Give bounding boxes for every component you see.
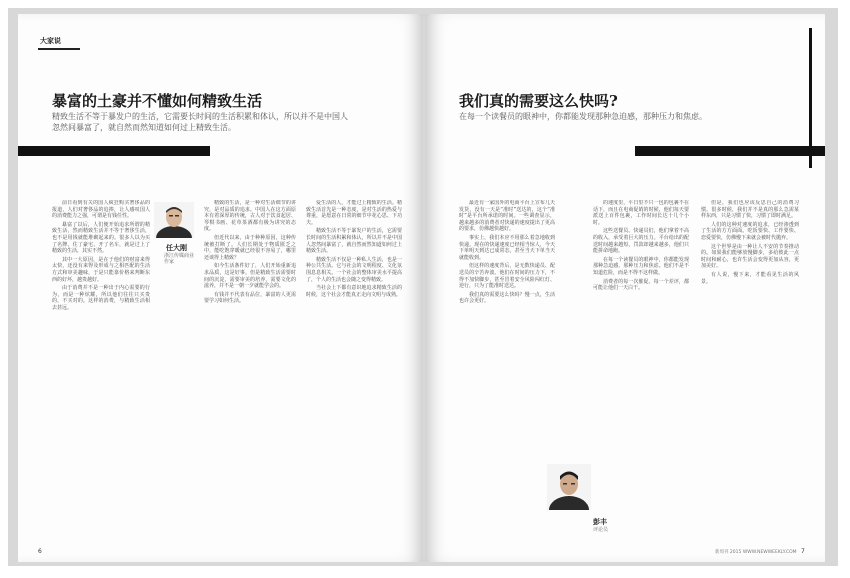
left-article-title: 暴富的土豪并不懂如何精致生活 [52,92,263,110]
paragraph: 精致生活不等于暴发户的生活，它需要长时间的生活积累和体认，所以并不是中国人忽然间暴富了，就自然而然知道如何过上精致生活。 [306,228,402,255]
paragraph: 我们真的需要这么快吗？慢一点，生活也许会更好。 [459,291,555,305]
section-rule [38,48,80,50]
right-page [425,14,825,562]
paragraph: 由于消费并不是一种出于内心需要的行为，而是一种炫耀，所以他们往往只买贵的，不买对的。这样的消费，与精致生活相去甚远。 [52,285,150,311]
right-article-title: 我们真的需要这么快吗? [459,92,618,110]
paragraph: 有人说，慢下来，才能看见生活的风景。 [701,271,799,285]
left-title-bar [18,146,210,156]
paragraph: 消费者的每一次催促、每一个差评，都可能让他们一天白干。 [593,278,689,292]
paragraph: 精致的生活，是一种对生活细节的讲究，是对品质的追求。中国人在这方面原本有着深厚的传统，古人对于饮食起居、琴棋书画、花草茶酒都有极为讲究的态度。 [204,200,296,233]
magazine-spread [8,8,838,566]
paragraph: 这个世界是由一种让人不安的节奏推动的。如果我们能够放慢脚步，多给彼此一点时间和耐心，也许生活会变得更加从容，更加美好。 [701,243,799,270]
paragraph: 爱生活的人，才能过上精致的生活。精致生活首先是一种态度，是对生活的热爱与尊重，是愿意在日常的细节中花心思、下功夫。 [306,200,402,226]
right-title-bar [635,146,825,156]
paragraph: 其中一大原因，是在于他们的财富来得太快，还没有来得及形成与之相匹配的生活方式和审美趣味，于是只能靠价格来判断东西的好坏，越贵越好。 [52,256,150,283]
right-column-2 [593,200,689,530]
paragraph: 有钱并不代表有品位，暴富的人更需要学习如何生活。 [204,291,296,305]
paragraph: 这些送餐员、快递员们，他们拿着不高的收入，承受着巨大的压力。平台给出的配送时间越来越短，罚款却越来越多，他们只能拼命地跑。 [593,228,689,255]
paragraph: 最近有一家国外的电商平台上宣布几天发货，没有一天是“准时”送达的，这个“准时”是平台所承诺的时间。一些调查显示，越来越多的消费者对快递的速度提出了更高的要求，仿佛越快越好。 [459,200,555,233]
left-deck-line-1: 精致生活不等于暴发户的生活，它需要长时间的生活积累和体认，所以并不是中国人 [52,112,348,121]
paragraph: 精致生活不仅是一种私人生活，也是一种公共生活。它与社会的文明程度、文化氛围息息相关。一个社会的整体审美水平提高了，个人的生活也会随之变得精致。 [306,256,402,283]
paragraph: 在每一个读餐员的眼神中，你都能发现那种急迫感，那种压力和焦虑。他们不是不知道危险，而是不得不这样做。 [593,256,689,276]
section-label: 大家说 [40,37,61,45]
paragraph: 当社会上下都有意识地追求精致生活的时候，这个社会才能真正走向文明与成熟。 [306,285,402,298]
left-author-role-line-1: 浙江传媒商业 [164,253,195,259]
right-column-3 [701,200,799,530]
right-page-number: 7 [801,548,805,555]
left-column-2 [204,200,296,530]
paragraph: 人们的这种对速度的追求，已经渗透到了生活的方方面面。吃饭要快、工作要快、恋爱要快，仿佛慢下来就会被时代抛弃。 [701,221,799,241]
right-article-deck [459,111,789,122]
paragraph: 但近代以来，由于种种原因，这种传统被打断了。人们长期处于物质匮乏之中，能吃饱穿暖就已经很不容易了，哪里还谈得上精致？ [204,234,296,261]
running-footer: 新周刊 2015 WWW.NEWWEEKLY.COM [715,550,797,555]
left-column-3 [306,200,402,530]
left-author-role-line-2: 作家 [164,259,175,265]
paragraph: 但是，我们也应该反思自己的消费习惯。很多时候，我们并不是真的那么急需某样东西，只是习惯了快，习惯了即时满足。 [701,200,799,220]
paragraph: 但这样的速度背后，是无数快递员、配送员的辛苦奔波。他们在时间的压力下，不得不加快脚步，甚至冒着安全风险闯红灯、逆行，只为了能准时送达。 [459,263,555,290]
left-article-deck [52,111,392,133]
paragraph: 的速度里，平日里不只一包的包裹不在话下，而且在电商促销的时候，他们每天要派送上百件包裹，工作时间长达十几个小时。 [593,200,689,226]
left-author-name: 任大刚 [166,244,187,252]
paragraph: 如今生活条件好了，人们开始重新追求品质，这是好事。但是精致生活需要时间的沉淀，需要审美的培养，需要文化的滋养，并不是一朝一夕就能学会的。 [204,263,296,290]
left-author-role [164,253,204,265]
paragraph: 前日看到有关的国人疯狂购买奢侈品的报道，人们对奢侈品的追捧，让人感叹国人的消费能力之强，可谓是有钱任性。 [52,200,150,220]
right-author-role-line-1: 评论员 [593,527,609,533]
author-portrait-right [547,464,591,510]
right-author-name: 彭丰 [593,518,607,526]
left-deck-line-2: 忽然间暴富了，就自然而然知道如何过上精致生活。 [52,123,236,132]
left-page [18,14,423,562]
left-column-1 [52,200,150,530]
right-deck-line-1: 在每一个读餐员的眼神中，你都能发现那种急迫感，那种压力和焦虑。 [459,112,707,121]
author-portrait-left [154,202,194,238]
left-page-number: 6 [38,548,42,555]
paragraph: 事实上，我们本应不用那么着急地收到快递。现在的快递速度已经相当惊人，今天下单明天到达已成常态，甚至当天下单当天就能收到。 [459,234,555,261]
paragraph: 暴富了以后，人们便开始追求所谓的精致生活，然而精致生活并不等于奢侈生活，也不是用钱就能堆砌起来的。很多人以为买了名牌、住了豪宅、开了名车，就是过上了精致的生活，其实不然。 [52,221,150,255]
right-column-1 [459,200,555,455]
